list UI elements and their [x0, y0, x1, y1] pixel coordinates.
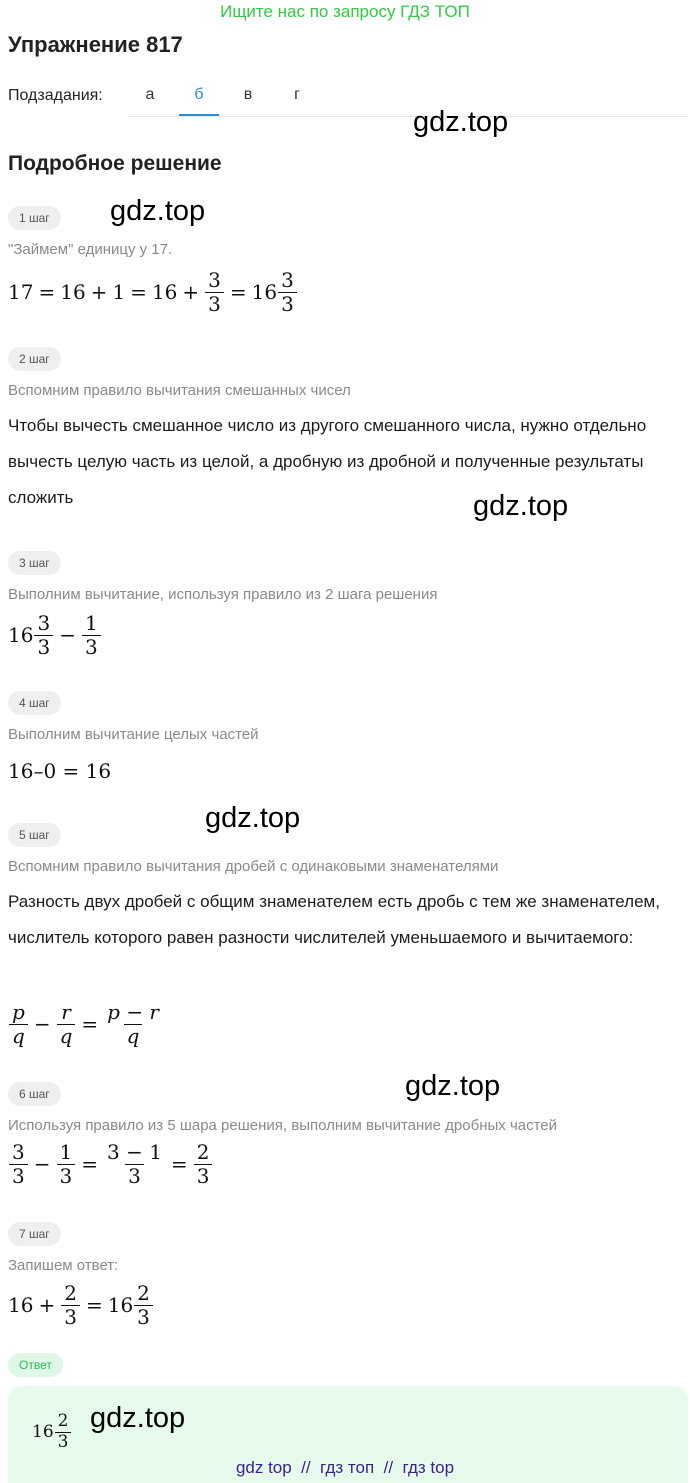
step-7-hint: Запишем ответ:: [8, 1257, 119, 1274]
math-number: 1: [112, 280, 126, 304]
watermark: gdz.top: [110, 195, 206, 227]
answer-badge: Ответ: [8, 1353, 63, 1377]
fraction-denominator: 3: [278, 292, 297, 315]
fraction: [9, 999, 28, 1048]
math-number: 16: [251, 280, 278, 304]
step-3-hint: Выполним вычитание, используя правило из 2 шага решения: [8, 586, 438, 603]
math-number: 16: [107, 1293, 134, 1317]
fraction-numerator: 3: [281, 267, 294, 292]
step-4-badge: 4 шаг: [8, 691, 61, 715]
math-operator: =: [170, 1152, 188, 1176]
step-7-badge: 7 шаг: [8, 1222, 61, 1246]
step-4-hint: Выполним вычитание целых частей: [8, 726, 259, 743]
math-expression: 16–0 = 16: [8, 759, 112, 783]
step-2-badge: 2 шаг: [8, 347, 61, 371]
page-title: Упражнение 817: [8, 32, 183, 57]
step-5-badge: 5 шаг: [8, 823, 61, 847]
tab-b[interactable]: б: [179, 86, 219, 116]
fraction-numerator: p − r: [107, 999, 159, 1024]
fraction: [61, 1280, 80, 1329]
fraction-numerator: p: [12, 999, 25, 1024]
fraction-denominator: 3: [194, 1164, 213, 1187]
fraction-denominator: 3: [61, 1305, 80, 1328]
answer-formula: [32, 1407, 72, 1457]
fraction-denominator: q: [9, 1024, 28, 1047]
fraction: [55, 1410, 72, 1452]
watermark: gdz.top: [205, 802, 301, 834]
top-banner[interactable]: Ищите нас по запросу ГДЗ ТОП: [220, 2, 470, 21]
step-1-badge: 1 шаг: [8, 206, 61, 230]
fraction-denominator: 3: [205, 292, 224, 315]
math-operator: −: [59, 623, 76, 647]
math-number: 17: [8, 280, 34, 304]
step-1-hint: "Займем" единицу у 17.: [8, 241, 173, 258]
tab-v[interactable]: в: [243, 86, 253, 103]
fraction-denominator: 3: [9, 1164, 28, 1187]
step-6-formula: [8, 1138, 213, 1190]
math-number: 16: [151, 280, 178, 304]
fraction-denominator: q: [57, 1024, 76, 1047]
math-operator: =: [85, 1293, 103, 1317]
watermark: gdz.top: [413, 106, 509, 138]
math-number: 16: [8, 1293, 34, 1317]
subtask-tabs: [128, 76, 688, 117]
fraction-numerator: r: [61, 999, 71, 1024]
fraction: [57, 1139, 76, 1188]
fraction: [134, 1280, 153, 1329]
fraction-numerator: 2: [64, 1280, 77, 1305]
fraction: [82, 610, 101, 659]
math-operator: +: [182, 280, 200, 304]
step-1-formula: [8, 266, 298, 318]
math-number: 16: [32, 1422, 54, 1442]
fraction-numerator: 1: [84, 610, 98, 635]
step-4-formula: [8, 757, 111, 785]
math-operator: =: [38, 280, 56, 304]
fraction-denominator: 3: [134, 1305, 153, 1328]
watermark: gdz.top: [405, 1070, 501, 1102]
step-2-hint: Вспомним правило вычитания смешанных чисел: [8, 382, 351, 399]
section-title: Подробное решение: [8, 152, 222, 175]
fraction-numerator: 1: [59, 1139, 73, 1164]
math-number: 16: [60, 280, 86, 304]
fraction: [104, 999, 162, 1048]
math-operator: −: [33, 1012, 51, 1036]
math-operator: =: [81, 1012, 99, 1036]
step-5-text: Разность двух дробей с общим знаменателем есть дробь с тем же знаменателем, числитель которого равен разности числителей уменьшаемого и вычитаемого:: [8, 892, 660, 947]
watermark: gdz.top: [473, 490, 569, 522]
step-5-hint: Вспомним правило вычитания дробей с одинаковыми знаменателями: [8, 858, 499, 875]
fraction: [34, 610, 53, 659]
fraction-denominator: 3: [82, 635, 101, 658]
step-5-formula: [8, 998, 163, 1050]
fraction-numerator: 3: [12, 1139, 25, 1164]
fraction-denominator: q: [124, 1024, 143, 1047]
tab-a[interactable]: а: [145, 86, 155, 103]
step-3-formula: [8, 609, 102, 661]
step-7-formula: [8, 1279, 154, 1331]
math-number: 16: [8, 623, 34, 647]
fraction: [104, 1139, 165, 1188]
fraction-denominator: 3: [57, 1164, 76, 1187]
math-operator: =: [229, 280, 247, 304]
step-3-badge: 3 шаг: [8, 551, 61, 575]
math-operator: +: [90, 280, 108, 304]
fraction: [57, 999, 76, 1048]
fraction-denominator: 3: [125, 1164, 144, 1187]
step-6-hint: Используя правило из 5 шара решения, выполним вычитание дробных частей: [8, 1117, 558, 1134]
fraction: [194, 1139, 213, 1188]
math-operator: +: [38, 1293, 56, 1317]
fraction-numerator: 3: [208, 267, 221, 292]
math-operator: =: [130, 280, 147, 304]
watermark: gdz.top: [90, 1402, 186, 1434]
fraction: [278, 267, 297, 316]
fraction-numerator: 3: [37, 610, 51, 635]
step-6-badge: 6 шаг: [8, 1082, 61, 1106]
fraction-numerator: 3 − 1: [107, 1139, 162, 1164]
fraction-numerator: 2: [196, 1139, 210, 1164]
subtasks-label: Подзадания:: [8, 87, 103, 104]
fraction-denominator: 3: [55, 1432, 72, 1452]
fraction: [205, 267, 224, 316]
footer-links[interactable]: gdz top // гдз топ // гдз top: [235, 1458, 455, 1477]
math-operator: =: [81, 1152, 98, 1176]
math-operator: −: [33, 1152, 51, 1176]
fraction: [9, 1139, 28, 1188]
step-2-text: Чтобы вычесть смешанное число из другого смешанного числа, нужно отдельно вычесть целую часть из целой, а дробную из дробной и полученные результаты сложить: [8, 416, 647, 507]
fraction-denominator: 3: [34, 635, 53, 658]
tab-g[interactable]: г: [294, 86, 300, 103]
fraction-numerator: 2: [137, 1280, 150, 1305]
fraction-numerator: 2: [57, 1410, 69, 1431]
